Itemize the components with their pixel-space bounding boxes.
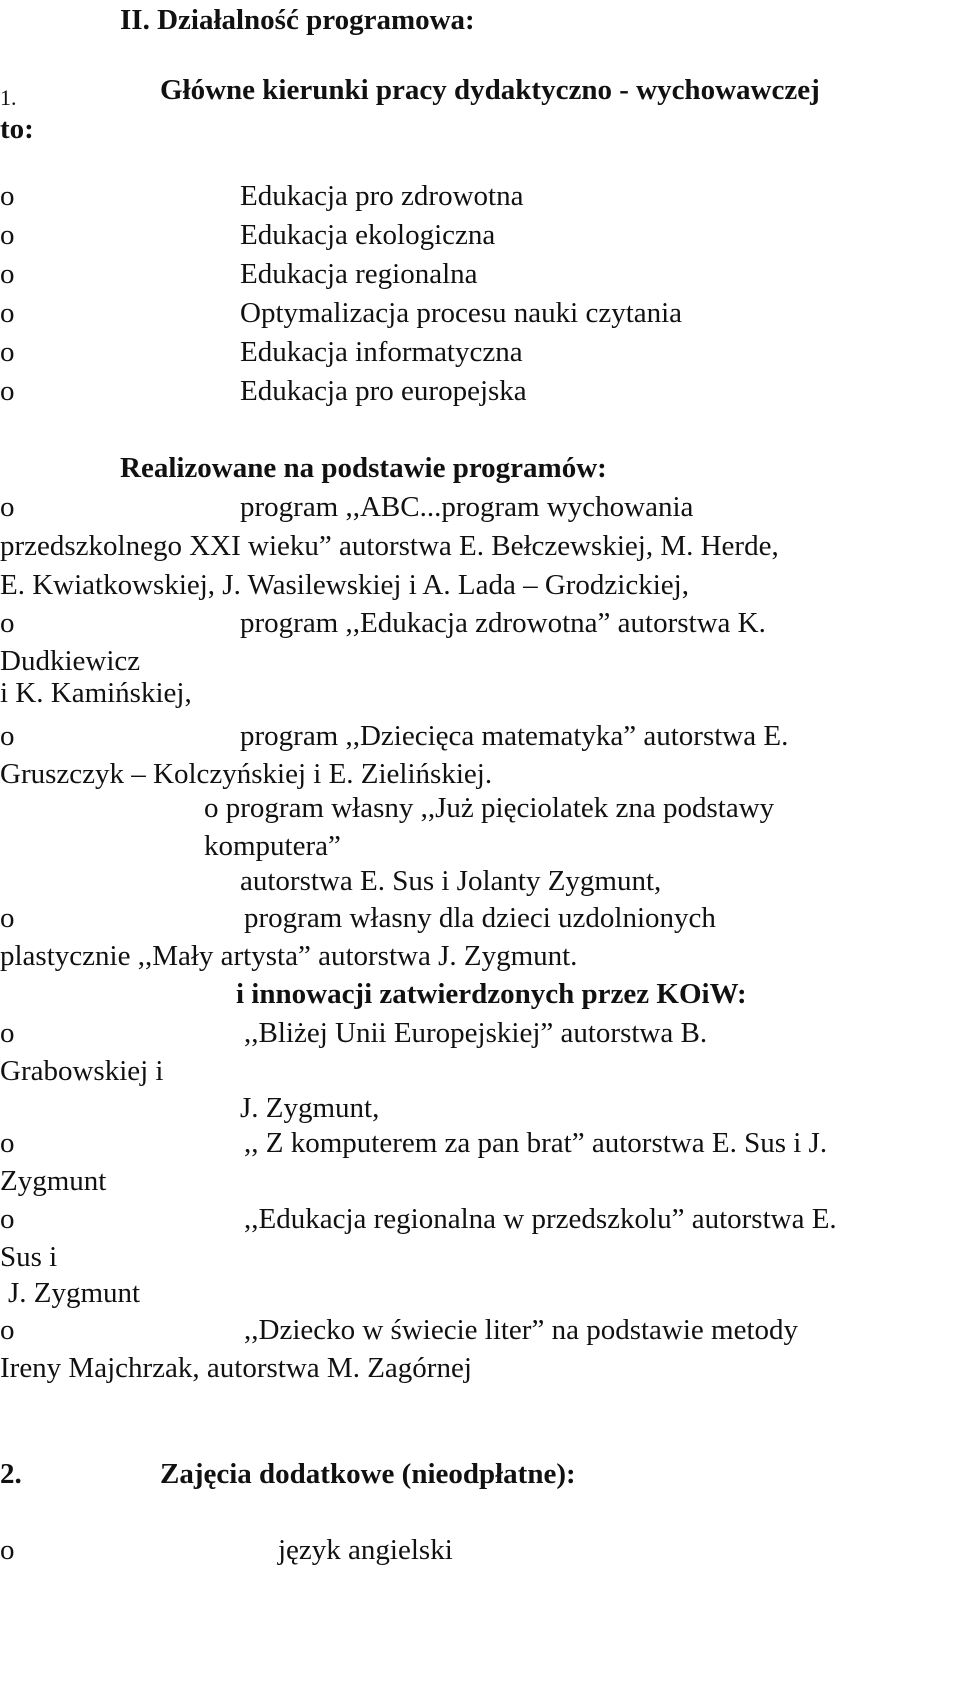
program-text: i K. Kamińskiej,	[0, 677, 192, 709]
innovation-text: Sus i	[0, 1241, 58, 1273]
section-title-continuation: to:	[0, 113, 34, 145]
section-number: 2.	[0, 1458, 22, 1490]
bullet-icon: o	[0, 1127, 15, 1159]
bullet-icon: o	[0, 720, 15, 752]
program-text: autorstwa E. Sus i Jolanty Zygmunt,	[240, 865, 662, 897]
programs-heading: Realizowane na podstawie programów:	[120, 452, 607, 484]
section-title: Zajęcia dodatkowe (nieodpłatne):	[160, 1458, 576, 1490]
list-item-text: Optymalizacja procesu nauki czytania	[240, 297, 683, 329]
list-item-text: Edukacja pro zdrowotna	[240, 180, 524, 212]
innovation-text: ,,Bliżej Unii Europejskiej” autorstwa B.	[244, 1017, 708, 1049]
bullet-icon: o	[0, 1203, 15, 1235]
program-text: Dudkiewicz	[0, 645, 141, 677]
innovation-text: Grabowskiej i	[0, 1055, 164, 1087]
bullet-icon: o	[0, 1017, 15, 1049]
list-item-text: Edukacja informatyczna	[240, 336, 523, 368]
innovation-text: ,,Edukacja regionalna w przedszkolu” autorstwa E.	[244, 1203, 837, 1235]
program-text: program ,,Edukacja zdrowotna” autorstwa K.	[240, 607, 766, 639]
list-item-text: Edukacja pro europejska	[240, 375, 527, 407]
program-text: komputera”	[204, 830, 341, 862]
bullet-icon: o	[0, 375, 15, 407]
innovation-text: Zygmunt	[0, 1165, 107, 1197]
innovation-text: Ireny Majchrzak, autorstwa M. Zagórnej	[0, 1352, 472, 1384]
program-text: Gruszczyk – Kolczyńskiej i E. Zielińskiej.	[0, 758, 493, 790]
bullet-icon: o	[0, 336, 15, 368]
program-text: E. Kwiatkowskiej, J. Wasilewskiej i A. Lada – Grodzickiej,	[0, 569, 689, 601]
program-text: program ,,ABC...program wychowania	[240, 491, 694, 523]
bullet-icon: o	[0, 258, 15, 290]
program-text: plastycznie ,,Mały artysta” autorstwa J. Zygmunt.	[0, 940, 578, 972]
list-item-text: Edukacja regionalna	[240, 258, 478, 290]
bullet-icon: o	[0, 1534, 15, 1566]
section-number: 1.	[0, 85, 17, 110]
section-heading: II. Działalność programowa:	[120, 4, 475, 36]
program-text: o program własny ,,Już pięciolatek zna podstawy	[204, 792, 775, 824]
section-title: Główne kierunki pracy dydaktyczno - wychowawczej	[160, 74, 820, 106]
innovation-text: J. Zygmunt	[8, 1277, 141, 1309]
bullet-icon: o	[0, 297, 15, 329]
list-item-text: język angielski	[278, 1534, 453, 1566]
bullet-icon: o	[0, 219, 15, 251]
bullet-icon: o	[0, 491, 15, 523]
program-text: przedszkolnego XXI wieku” autorstwa E. Bełczewskiej, M. Herde,	[0, 530, 779, 562]
bullet-icon: o	[0, 902, 15, 934]
program-text: program własny dla dzieci uzdolnionych	[244, 902, 716, 934]
innovation-text: ,,Dziecko w świecie liter” na podstawie metody	[244, 1314, 799, 1346]
bullet-icon: o	[0, 180, 15, 212]
bullet-icon: o	[0, 1314, 15, 1346]
program-text: program ,,Dziecięca matematyka” autorstwa E.	[240, 720, 789, 752]
innovation-text: J. Zygmunt,	[240, 1092, 380, 1124]
bullet-icon: o	[0, 607, 15, 639]
list-item-text: Edukacja ekologiczna	[240, 219, 496, 251]
innovation-text: ,, Z komputerem za pan brat” autorstwa E. Sus i J.	[244, 1127, 828, 1159]
innovations-heading: i innowacji zatwierdzonych przez KOiW:	[236, 978, 747, 1010]
